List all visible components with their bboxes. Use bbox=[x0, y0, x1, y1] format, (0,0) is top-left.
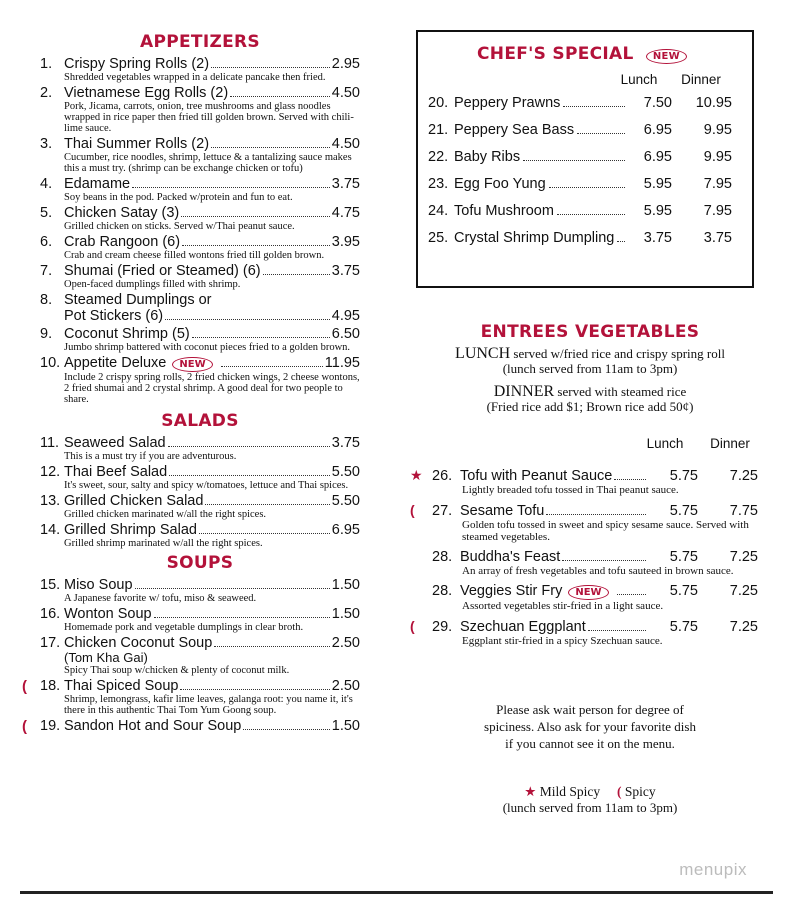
dot-leader bbox=[221, 366, 323, 367]
menu-item bbox=[22, 678, 360, 716]
lunch-price: 5.95 bbox=[643, 203, 672, 219]
menu-item bbox=[40, 56, 360, 83]
chef-col-dinner: Dinner bbox=[681, 72, 721, 87]
item-row bbox=[40, 326, 360, 342]
item-price: 3.95 bbox=[331, 234, 360, 250]
entree-item bbox=[410, 549, 770, 577]
item-price: 4.95 bbox=[331, 308, 360, 324]
dot-leader bbox=[546, 514, 646, 515]
mild-spicy-label: Mild Spicy bbox=[539, 784, 601, 799]
item-row bbox=[40, 308, 360, 324]
item-description: Grilled shrimp marinated w/all the right spices. bbox=[64, 538, 263, 549]
dinner-price: 7.25 bbox=[729, 619, 758, 635]
item-row bbox=[40, 176, 360, 192]
chefs-special-label: CHEF'S SPECIAL bbox=[477, 44, 634, 64]
spicy-icon: ( bbox=[410, 618, 415, 634]
bottom-rule bbox=[20, 891, 773, 894]
dinner-note: (Fried rice add $1; Brown rice add 50¢) bbox=[486, 399, 694, 414]
entree-item bbox=[410, 467, 770, 496]
item-number: 27. bbox=[432, 503, 453, 519]
dinner-price: 10.95 bbox=[695, 95, 732, 111]
item-number: 23. bbox=[428, 176, 449, 192]
entree-price-header bbox=[410, 436, 760, 451]
dot-leader bbox=[192, 337, 330, 338]
chef-item bbox=[428, 203, 742, 219]
mild-spicy-icon: ★ bbox=[524, 784, 537, 799]
dinner-text: served with steamed rice bbox=[557, 384, 687, 399]
item-number: 29. bbox=[432, 619, 453, 635]
item-row bbox=[40, 678, 360, 694]
item-price: 1.50 bbox=[331, 577, 360, 593]
item-price: 2.50 bbox=[331, 678, 360, 694]
item-description: Grilled chicken marinated w/all the right spices. bbox=[64, 509, 267, 520]
item-number: 26. bbox=[432, 468, 453, 484]
item-row bbox=[40, 205, 360, 221]
dot-leader bbox=[562, 560, 646, 561]
item-description: Soy beans in the pod. Packed w/protein and fun to eat. bbox=[64, 192, 293, 203]
dot-leader bbox=[577, 133, 625, 134]
dinner-price: 9.95 bbox=[703, 149, 732, 165]
chef-item bbox=[428, 122, 742, 138]
item-name: Vietnamese Egg Rolls (2) bbox=[64, 85, 229, 101]
lunch-info bbox=[410, 346, 770, 376]
item-number: 20. bbox=[428, 95, 449, 111]
dinner-price: 7.95 bbox=[703, 176, 732, 192]
menu-item bbox=[40, 522, 360, 549]
lunch-price: 3.75 bbox=[643, 230, 672, 246]
item-name: Appetite Deluxe bbox=[64, 355, 167, 371]
chef-price-header bbox=[428, 72, 732, 87]
new-badge: NEW bbox=[646, 49, 687, 64]
entree-row bbox=[410, 583, 770, 600]
spicy-icon: ( bbox=[617, 784, 622, 799]
dot-leader bbox=[168, 446, 330, 447]
item-row bbox=[40, 355, 360, 372]
footer-lunch-hours: (lunch served from 11am to 3pm) bbox=[502, 800, 678, 815]
item-number: 24. bbox=[428, 203, 449, 219]
item-name: Sandon Hot and Sour Soup bbox=[64, 718, 242, 734]
dot-leader bbox=[165, 319, 330, 320]
item-number: 3. bbox=[40, 136, 53, 152]
salads-title: SALADS bbox=[161, 411, 239, 431]
item-name: Szechuan Eggplant bbox=[460, 619, 586, 635]
menu-item bbox=[40, 234, 360, 261]
item-row bbox=[40, 635, 360, 651]
menu-item bbox=[22, 718, 360, 735]
dot-leader bbox=[180, 689, 329, 690]
item-row bbox=[40, 522, 360, 538]
dot-leader bbox=[211, 67, 330, 68]
item-name: Thai Spiced Soup bbox=[64, 678, 179, 694]
item-number: 13. bbox=[40, 493, 61, 509]
dinner-word: DINNER bbox=[493, 383, 555, 400]
item-price: 4.50 bbox=[331, 136, 360, 152]
lunch-price: 5.75 bbox=[669, 619, 698, 635]
dot-leader bbox=[211, 147, 330, 148]
spicy-icon: ( bbox=[22, 678, 27, 695]
item-name: Grilled Shrimp Salad bbox=[64, 522, 197, 538]
appetizers-title: APPETIZERS bbox=[140, 32, 260, 52]
item-price: 1.50 bbox=[331, 606, 360, 622]
salads-list bbox=[40, 435, 360, 549]
menu-item bbox=[40, 464, 360, 491]
dot-leader bbox=[205, 504, 329, 505]
lunch-price: 6.95 bbox=[643, 122, 672, 138]
menu-item bbox=[40, 85, 360, 134]
item-name: Thai Summer Rolls (2) bbox=[64, 136, 210, 152]
appetizers-list bbox=[40, 56, 360, 405]
entree-item bbox=[410, 502, 770, 543]
item-number: 16. bbox=[40, 606, 61, 622]
item-row bbox=[40, 606, 360, 622]
dot-leader bbox=[617, 594, 646, 595]
entree-row bbox=[410, 467, 770, 484]
menu-item bbox=[40, 205, 360, 232]
item-price: 2.95 bbox=[331, 56, 360, 72]
lunch-price: 5.75 bbox=[669, 583, 698, 599]
item-name: Edamame bbox=[64, 176, 131, 192]
item-row bbox=[40, 464, 360, 480]
dot-leader bbox=[549, 187, 625, 188]
item-description: Golden tofu tossed in sweet and spicy sesame sauce. Served with steamed vegetables. bbox=[462, 519, 749, 543]
item-subtitle: (Tom Kha Gai) bbox=[64, 650, 148, 665]
item-name-line-2: Pot Stickers (6) bbox=[64, 308, 164, 324]
item-row bbox=[40, 493, 360, 509]
item-row bbox=[40, 292, 360, 308]
item-name: Grilled Chicken Salad bbox=[64, 493, 204, 509]
note-line-1: Please ask wait person for degree of bbox=[496, 702, 684, 717]
item-name: Buddha's Feast bbox=[460, 549, 561, 565]
chefs-special-title bbox=[428, 44, 742, 64]
item-description: Cucumber, rice noodles, shrimp, lettuce & a tantalizing sauce makes this a must try. (shrimp can be exchange chicken or tofu) bbox=[64, 152, 352, 174]
item-name: Wonton Soup bbox=[64, 606, 152, 622]
new-badge: NEW bbox=[568, 585, 608, 600]
item-description: A Japanese favorite w/ tofu, miso & seaweed. bbox=[64, 593, 257, 604]
item-price: 4.50 bbox=[331, 85, 360, 101]
item-number: 5. bbox=[40, 205, 53, 221]
item-row bbox=[40, 234, 360, 250]
menu-item bbox=[40, 136, 360, 174]
right-column bbox=[410, 30, 770, 816]
item-number: 28. bbox=[432, 549, 453, 565]
chef-item bbox=[428, 95, 742, 111]
item-name: Crab Rangoon (6) bbox=[64, 234, 181, 250]
item-price: 3.75 bbox=[331, 435, 360, 451]
item-description: Grilled chicken on sticks. Served w/Thai peanut sauce. bbox=[64, 221, 295, 232]
item-row bbox=[40, 718, 360, 734]
item-price: 3.75 bbox=[331, 176, 360, 192]
item-description: Eggplant stir-fried in a spicy Szechuan sauce. bbox=[462, 635, 663, 647]
item-name: Seaweed Salad bbox=[64, 435, 166, 451]
item-description: Crab and cream cheese filled wontons fried till golden brown. bbox=[64, 250, 325, 261]
item-number: 11. bbox=[40, 435, 60, 451]
item-name: Egg Foo Yung bbox=[454, 176, 546, 192]
item-name: Peppery Sea Bass bbox=[454, 122, 575, 138]
watermark: menupix bbox=[679, 860, 747, 879]
item-description: Include 2 crispy spring rolls, 2 fried chicken wings, 2 cheese wontons, 2 fried shumai and 2 crystal shrimp. A good deal for two people to share. bbox=[64, 372, 360, 405]
dot-leader bbox=[132, 187, 330, 188]
dot-leader bbox=[563, 106, 625, 107]
item-number: 8. bbox=[40, 292, 53, 308]
item-description: Open-faced dumplings filled with shrimp. bbox=[64, 279, 241, 290]
item-name: Miso Soup bbox=[64, 577, 133, 593]
chef-item bbox=[428, 149, 742, 165]
lunch-price: 5.75 bbox=[669, 549, 698, 565]
item-name: Crispy Spring Rolls (2) bbox=[64, 56, 210, 72]
dot-leader bbox=[169, 475, 330, 476]
item-description: Shredded vegetables wrapped in a delicate pancake then fried. bbox=[64, 72, 326, 83]
item-description: Jumbo shrimp battered with coconut pieces fried to a golden brown. bbox=[64, 342, 351, 353]
chef-list bbox=[428, 95, 742, 246]
item-number: 10. bbox=[40, 355, 61, 371]
menu-item bbox=[40, 176, 360, 203]
item-number: 12. bbox=[40, 464, 61, 480]
item-price: 1.50 bbox=[331, 718, 360, 734]
item-price: 4.75 bbox=[331, 205, 360, 221]
dot-leader bbox=[181, 216, 330, 217]
menu-item bbox=[40, 326, 360, 353]
dot-leader bbox=[182, 245, 330, 246]
note-line-2: spiciness. Also ask for your favorite dish bbox=[484, 719, 696, 734]
dot-leader bbox=[557, 214, 625, 215]
item-number: 21. bbox=[428, 122, 449, 138]
item-number: 28. bbox=[432, 583, 453, 599]
dinner-info bbox=[410, 384, 770, 414]
item-row bbox=[40, 577, 360, 593]
item-name: Thai Beef Salad bbox=[64, 464, 168, 480]
item-price: 2.50 bbox=[331, 635, 360, 651]
dinner-price: 7.95 bbox=[703, 203, 732, 219]
entrees-title: ENTREES VEGETABLES bbox=[480, 322, 700, 342]
new-badge: NEW bbox=[172, 357, 212, 372]
dinner-price: 3.75 bbox=[703, 230, 732, 246]
item-price: 6.50 bbox=[331, 326, 360, 342]
item-row bbox=[40, 263, 360, 279]
item-row bbox=[40, 435, 360, 451]
chef-item bbox=[428, 176, 742, 192]
entree-item bbox=[410, 618, 770, 647]
lunch-hours: (lunch served from 11am to 3pm) bbox=[502, 361, 678, 376]
spicy-icon: ( bbox=[22, 718, 27, 735]
dinner-price: 7.25 bbox=[729, 468, 758, 484]
item-number: 15. bbox=[40, 577, 61, 593]
item-price: 5.50 bbox=[331, 493, 360, 509]
item-name: Veggies Stir Fry bbox=[460, 583, 563, 599]
entree-col-lunch: Lunch bbox=[646, 436, 684, 451]
item-name: Sesame Tofu bbox=[460, 503, 545, 519]
item-number: 25. bbox=[428, 230, 449, 246]
dot-leader bbox=[263, 274, 330, 275]
soups-title: SOUPS bbox=[166, 553, 234, 573]
menu-item bbox=[40, 435, 360, 462]
lunch-price: 5.75 bbox=[669, 468, 698, 484]
menu-item bbox=[40, 493, 360, 520]
lunch-price: 5.75 bbox=[669, 503, 698, 519]
menu-item bbox=[40, 355, 360, 405]
menu-item bbox=[40, 292, 360, 324]
menu-item bbox=[40, 606, 360, 633]
mild-spicy-icon: ★ bbox=[410, 467, 423, 483]
item-name: Coconut Shrimp (5) bbox=[64, 326, 190, 342]
item-number: 1. bbox=[40, 56, 53, 72]
chef-col-lunch: Lunch bbox=[620, 72, 658, 87]
item-description: Assorted vegetables stir-fried in a light sauce. bbox=[462, 600, 664, 612]
lunch-word: LUNCH bbox=[455, 345, 511, 362]
dot-leader bbox=[135, 588, 330, 589]
item-name: Chicken Coconut Soup bbox=[64, 635, 213, 651]
dot-leader bbox=[230, 96, 330, 97]
chef-item bbox=[428, 230, 742, 246]
item-number: 6. bbox=[40, 234, 53, 250]
lunch-price: 5.95 bbox=[643, 176, 672, 192]
item-description: This is a must try if you are adventurous. bbox=[64, 451, 237, 462]
item-description: It's sweet, sour, salty and spicy w/tomatoes, lettuce and Thai spices. bbox=[64, 480, 349, 491]
item-number: 4. bbox=[40, 176, 53, 192]
entree-col-dinner: Dinner bbox=[710, 436, 750, 451]
dot-leader bbox=[617, 241, 625, 242]
item-price: 3.75 bbox=[331, 263, 360, 279]
note-line-3: if you cannot see it on the menu. bbox=[505, 736, 675, 751]
menu-item bbox=[40, 577, 360, 604]
item-number: 9. bbox=[40, 326, 53, 342]
menu-item bbox=[40, 263, 360, 290]
spicy-icon: ( bbox=[410, 502, 415, 518]
item-number: 7. bbox=[40, 263, 53, 279]
lunch-price: 6.95 bbox=[643, 149, 672, 165]
item-row bbox=[40, 136, 360, 152]
spicy-label: Spicy bbox=[624, 784, 656, 799]
item-price: 6.95 bbox=[331, 522, 360, 538]
item-price: 5.50 bbox=[331, 464, 360, 480]
entree-row bbox=[410, 549, 770, 565]
item-number: 18. bbox=[40, 678, 61, 694]
item-name: Shumai (Fried or Steamed) (6) bbox=[64, 263, 261, 279]
spice-legend bbox=[410, 784, 770, 816]
dot-leader bbox=[214, 646, 329, 647]
item-name: Crystal Shrimp Dumpling bbox=[454, 230, 615, 246]
item-description: Pork, Jicama, carrots, onion, tree mushrooms and glass noodles wrapped in rice paper then fried till golden brown. Served with chili-lime sauce. bbox=[64, 101, 354, 134]
item-number: 2. bbox=[40, 85, 53, 101]
dinner-price: 9.95 bbox=[703, 122, 732, 138]
dot-leader bbox=[588, 630, 646, 631]
item-name: Baby Ribs bbox=[454, 149, 521, 165]
dinner-price: 7.25 bbox=[729, 549, 758, 565]
entree-row bbox=[410, 502, 770, 519]
entree-row bbox=[410, 618, 770, 635]
dot-leader bbox=[199, 533, 330, 534]
dinner-price: 7.25 bbox=[729, 583, 758, 599]
dot-leader bbox=[523, 160, 625, 161]
item-number: 17. bbox=[40, 635, 61, 651]
item-number: 19. bbox=[40, 718, 61, 734]
item-name: Tofu Mushroom bbox=[454, 203, 554, 219]
item-description: Homemade pork and vegetable dumplings in clear broth. bbox=[64, 622, 304, 633]
dot-leader bbox=[243, 729, 329, 730]
item-description: Lightly breaded tofu tossed in Thai peanut sauce. bbox=[462, 484, 679, 496]
item-row bbox=[40, 85, 360, 101]
item-name: Peppery Prawns bbox=[454, 95, 561, 111]
item-name: Chicken Satay (3) bbox=[64, 205, 180, 221]
dot-leader bbox=[154, 617, 330, 618]
soups-list bbox=[22, 577, 360, 735]
item-number: 22. bbox=[428, 149, 449, 165]
chefs-special-box bbox=[416, 30, 754, 288]
menu-item bbox=[40, 635, 360, 676]
item-price: 11.95 bbox=[324, 355, 360, 371]
item-description: Spicy Thai soup w/chicken & plenty of coconut milk. bbox=[64, 665, 290, 676]
item-description: An array of fresh vegetables and tofu sauteed in brown sauce. bbox=[462, 565, 734, 577]
left-column bbox=[22, 32, 360, 736]
spiciness-note bbox=[410, 701, 770, 752]
item-number: 14. bbox=[40, 522, 61, 538]
entree-item bbox=[410, 583, 770, 612]
item-row bbox=[40, 56, 360, 72]
item-name: Tofu with Peanut Sauce bbox=[460, 468, 613, 484]
dinner-price: 7.75 bbox=[729, 503, 758, 519]
dot-leader bbox=[614, 479, 646, 480]
item-description: Shrimp, lemongrass, kafir lime leaves, galanga root: you name it, it's there in this authentic Thai Tom Yum Goong soup. bbox=[64, 694, 353, 716]
item-name: Steamed Dumplings or bbox=[64, 292, 212, 308]
entree-list bbox=[410, 467, 770, 647]
lunch-price: 7.50 bbox=[643, 95, 672, 111]
lunch-text: served w/fried rice and crispy spring roll bbox=[513, 346, 725, 361]
